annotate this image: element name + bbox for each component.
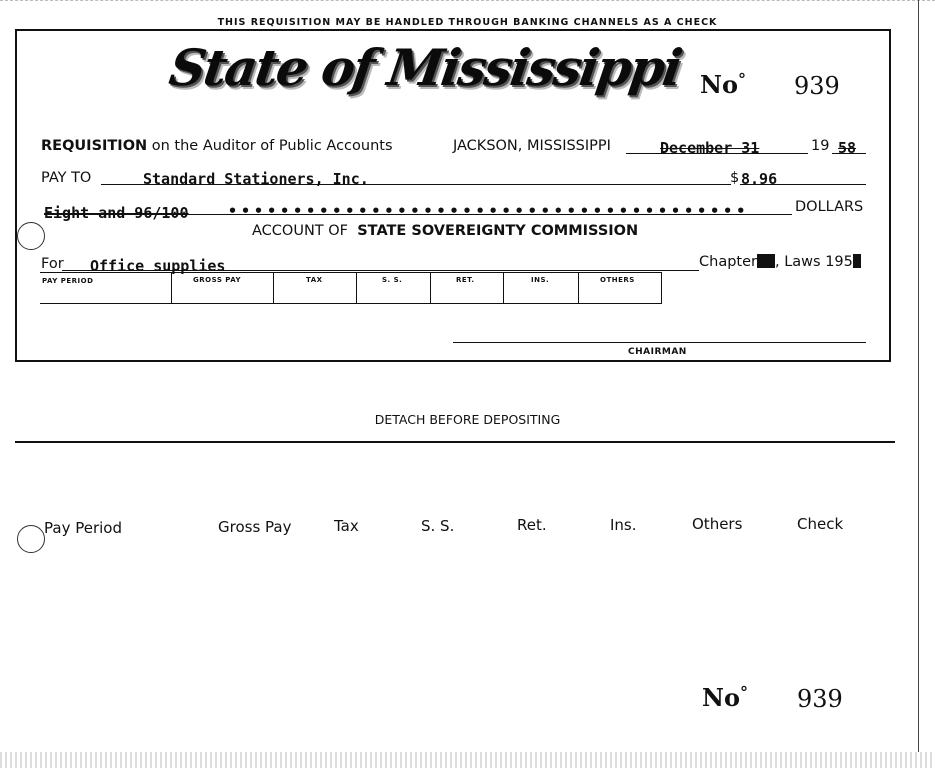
- mini-divider: [578, 272, 579, 303]
- mini-divider: [661, 272, 662, 303]
- stub-number-value: 939: [797, 685, 843, 713]
- mini-divider: [430, 272, 431, 303]
- stub-hdr-tax: Tax: [334, 517, 359, 535]
- requisition-title: [41, 138, 393, 154]
- punch-hole: [17, 525, 45, 553]
- detach-line: [15, 441, 895, 443]
- amount-line: [740, 184, 866, 185]
- mini-hdr-ss: S. S.: [382, 276, 403, 284]
- chapter-text: Chapter: [699, 254, 757, 270]
- mini-divider: [171, 272, 172, 303]
- year-value: 58: [838, 139, 857, 157]
- stub-hdr-ins: Ins.: [610, 516, 637, 534]
- requisition-subtitle: on the Auditor of Public Accounts: [151, 138, 393, 154]
- chairman-label: CHAIRMAN: [628, 347, 687, 357]
- for-value: Office supplies: [90, 257, 226, 275]
- account-label: ACCOUNT OF: [252, 223, 349, 239]
- check-number: [700, 70, 746, 99]
- stub-hdr-others: Others: [692, 515, 743, 533]
- for-label: For: [41, 256, 64, 272]
- number-label: No: [700, 70, 738, 99]
- account-name: STATE SOVEREIGNTY COMMISSION: [357, 223, 639, 239]
- location-label: JACKSON, MISSISSIPPI: [453, 138, 611, 154]
- laws-text: Laws 195: [784, 254, 853, 270]
- chapter-redaction: [757, 254, 775, 268]
- stub-hdr-ret: Ret.: [517, 516, 547, 534]
- number-superscript-o: °: [737, 70, 746, 89]
- stub-number-label: No: [702, 683, 740, 712]
- requisition-label: REQUISITION: [41, 138, 148, 154]
- check-number-value: 939: [794, 72, 840, 100]
- top-perforation: [0, 0, 935, 1]
- amount-words-line: [44, 214, 792, 215]
- mini-hdr-others: OTHERS: [600, 276, 635, 284]
- mini-hdr-pay-period: PAY PERIOD: [42, 277, 94, 285]
- stub-hdr-check: Check: [797, 515, 844, 533]
- state-of-mississippi-logo: State of Mississippi: [165, 38, 685, 97]
- stub-number: [702, 683, 748, 712]
- pay-to-label: PAY TO: [41, 170, 92, 186]
- mini-divider: [503, 272, 504, 303]
- mini-divider: [273, 272, 274, 303]
- chairman-signature-line: [453, 342, 866, 343]
- date-value: December 31: [660, 139, 760, 157]
- punch-hole: [17, 222, 45, 250]
- mini-divider: [356, 272, 357, 303]
- amount-words: Eight and 96/100: [44, 204, 189, 222]
- mini-hdr-tax: TAX: [306, 276, 323, 284]
- amount-value: 8.96: [741, 170, 778, 188]
- mini-table-top: [40, 272, 662, 273]
- chapter-label: Chapter , Laws 195: [699, 254, 861, 270]
- amount-fill-dots: ••••••••••••••••••••••••••••••••••••••••: [228, 202, 750, 220]
- account-of: [252, 223, 638, 239]
- dollars-label: DOLLARS: [795, 199, 864, 215]
- payee-value: Standard Stationers, Inc.: [143, 170, 369, 188]
- page-right-edge: [918, 0, 919, 768]
- stub-hdr-ss: S. S.: [421, 517, 455, 535]
- page-bottom-edge: [0, 752, 935, 768]
- mini-hdr-ret: RET.: [456, 276, 475, 284]
- year-prefix: 19: [811, 138, 830, 154]
- banking-notice: THIS REQUISITION MAY BE HANDLED THROUGH BANKING CHANNELS AS A CHECK: [217, 17, 718, 28]
- mini-table-bottom: [40, 303, 662, 304]
- stub-number-superscript-o: °: [739, 683, 748, 702]
- detach-label: DETACH BEFORE DEPOSITING: [374, 412, 561, 427]
- laws-year-redaction: [853, 254, 861, 268]
- dollar-sign: $: [730, 170, 740, 186]
- stub-hdr-gross-pay: Gross Pay: [218, 518, 292, 536]
- stub-hdr-pay-period: Pay Period: [44, 519, 122, 537]
- mini-hdr-gross-pay: GROSS PAY: [193, 276, 242, 284]
- year-line: [832, 153, 866, 154]
- mini-hdr-ins: INS.: [531, 276, 550, 284]
